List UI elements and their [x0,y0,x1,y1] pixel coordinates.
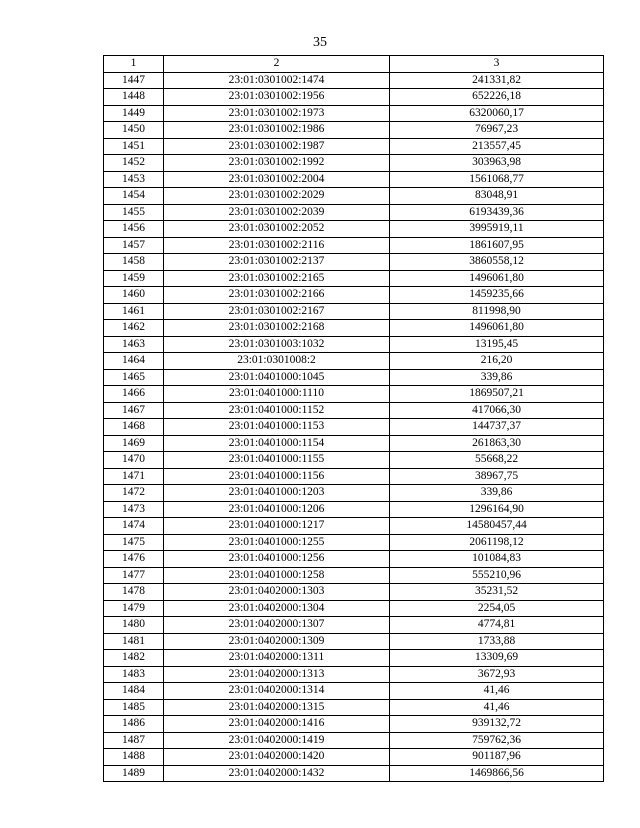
table-row [104,171,604,188]
cadastral-number: 23:01:0301002:2167 [164,303,390,320]
table-row [104,402,604,419]
table-row [104,699,604,716]
cadastral-number: 23:01:0402000:1416 [164,716,390,733]
table-row [104,105,604,122]
cadastral-number: 23:01:0301002:2166 [164,287,390,304]
row-number: 1474 [104,518,164,535]
cadastral-number: 23:01:0301002:2168 [164,320,390,337]
cadastral-value: 3860558,12 [390,254,604,271]
cadastral-value: 35231,52 [390,584,604,601]
row-number: 1477 [104,567,164,584]
cadastral-number: 23:01:0401000:1206 [164,501,390,518]
cadastral-value: 1869507,21 [390,386,604,403]
row-number: 1466 [104,386,164,403]
row-number: 1450 [104,122,164,139]
row-number: 1460 [104,287,164,304]
row-number: 1486 [104,716,164,733]
cadastral-value: 241331,82 [390,72,604,89]
cadastral-number: 23:01:0401000:1217 [164,518,390,535]
table-row [104,155,604,172]
cadastral-value: 144737,37 [390,419,604,436]
cadastral-value-table [103,55,604,782]
cadastral-number: 23:01:0401000:1156 [164,468,390,485]
row-number: 1459 [104,270,164,287]
table-row [104,435,604,452]
cadastral-value: 41,46 [390,683,604,700]
table-row [104,551,604,568]
header-row [104,56,604,73]
table-body [104,72,604,782]
cadastral-value: 13195,45 [390,336,604,353]
header-col-2: 2 [164,56,390,73]
table-row [104,732,604,749]
row-number: 1483 [104,666,164,683]
cadastral-value: 1469866,56 [390,765,604,782]
cadastral-number: 23:01:0402000:1315 [164,699,390,716]
row-number: 1478 [104,584,164,601]
cadastral-number: 23:01:0402000:1419 [164,732,390,749]
cadastral-value: 2254,05 [390,600,604,617]
row-number: 1488 [104,749,164,766]
table-row [104,254,604,271]
table-row [104,765,604,782]
table-row [104,221,604,238]
row-number: 1453 [104,171,164,188]
cadastral-number: 23:01:0401000:1045 [164,369,390,386]
table-row [104,534,604,551]
row-number: 1485 [104,699,164,716]
table-row [104,617,604,634]
cadastral-number: 23:01:0301002:2004 [164,171,390,188]
cadastral-value: 811998,90 [390,303,604,320]
table-row [104,204,604,221]
table-row [104,452,604,469]
table-row [104,122,604,139]
row-number: 1451 [104,138,164,155]
cadastral-value: 652226,18 [390,89,604,106]
table-row [104,89,604,106]
cadastral-value: 101084,83 [390,551,604,568]
table-row [104,353,604,370]
cadastral-value: 1459235,66 [390,287,604,304]
table-header [104,56,604,73]
row-number: 1461 [104,303,164,320]
table-row [104,716,604,733]
cadastral-number: 23:01:0401000:1110 [164,386,390,403]
cadastral-value: 76967,23 [390,122,604,139]
cadastral-number: 23:01:0301008:2 [164,353,390,370]
table-row [104,567,604,584]
row-number: 1457 [104,237,164,254]
cadastral-value: 6193439,36 [390,204,604,221]
row-number: 1475 [104,534,164,551]
cadastral-value: 41,46 [390,699,604,716]
cadastral-value: 939132,72 [390,716,604,733]
cadastral-number: 23:01:0401000:1154 [164,435,390,452]
row-number: 1462 [104,320,164,337]
row-number: 1487 [104,732,164,749]
row-number: 1456 [104,221,164,238]
cadastral-value: 4774,81 [390,617,604,634]
row-number: 1472 [104,485,164,502]
cadastral-value: 1496061,80 [390,270,604,287]
header-col-3: 3 [390,56,604,73]
row-number: 1484 [104,683,164,700]
cadastral-number: 23:01:0301002:1973 [164,105,390,122]
table-row [104,600,604,617]
table-row [104,633,604,650]
row-number: 1471 [104,468,164,485]
cadastral-number: 23:01:0402000:1314 [164,683,390,700]
table-row [104,584,604,601]
cadastral-value: 303963,98 [390,155,604,172]
cadastral-value: 83048,91 [390,188,604,205]
cadastral-number: 23:01:0301002:2039 [164,204,390,221]
table-row [104,303,604,320]
cadastral-number: 23:01:0301002:2165 [164,270,390,287]
cadastral-number: 23:01:0301002:1956 [164,89,390,106]
cadastral-number: 23:01:0401000:1258 [164,567,390,584]
table-row [104,320,604,337]
table-row [104,683,604,700]
cadastral-value: 13309,69 [390,650,604,667]
cadastral-number: 23:01:0401000:1153 [164,419,390,436]
table-row [104,237,604,254]
cadastral-value: 339,86 [390,369,604,386]
cadastral-value: 3995919,11 [390,221,604,238]
row-number: 1470 [104,452,164,469]
cadastral-number: 23:01:0301002:1987 [164,138,390,155]
cadastral-value: 38967,75 [390,468,604,485]
table-row [104,419,604,436]
row-number: 1454 [104,188,164,205]
header-col-1: 1 [104,56,164,73]
table-row [104,188,604,205]
cadastral-number: 23:01:0401000:1203 [164,485,390,502]
table-row [104,749,604,766]
cadastral-number: 23:01:0301002:2137 [164,254,390,271]
cadastral-number: 23:01:0402000:1309 [164,633,390,650]
table-row [104,485,604,502]
row-number: 1465 [104,369,164,386]
cadastral-number: 23:01:0402000:1313 [164,666,390,683]
cadastral-value: 1561068,77 [390,171,604,188]
cadastral-value: 2061198,12 [390,534,604,551]
row-number: 1481 [104,633,164,650]
cadastral-number: 23:01:0402000:1420 [164,749,390,766]
cadastral-value: 417066,30 [390,402,604,419]
page-number: 35 [313,35,327,50]
row-number: 1482 [104,650,164,667]
cadastral-value: 6320060,17 [390,105,604,122]
table-row [104,468,604,485]
cadastral-number: 23:01:0402000:1303 [164,584,390,601]
cadastral-number: 23:01:0301002:1992 [164,155,390,172]
cadastral-value: 3672,93 [390,666,604,683]
cadastral-number: 23:01:0401000:1256 [164,551,390,568]
row-number: 1463 [104,336,164,353]
row-number: 1479 [104,600,164,617]
cadastral-number: 23:01:0301002:2029 [164,188,390,205]
cadastral-value: 1296164,90 [390,501,604,518]
cadastral-value: 901187,96 [390,749,604,766]
cadastral-number: 23:01:0301002:2052 [164,221,390,238]
row-number: 1449 [104,105,164,122]
table-row [104,518,604,535]
cadastral-value: 1496061,80 [390,320,604,337]
cadastral-number: 23:01:0402000:1307 [164,617,390,634]
table-row [104,386,604,403]
cadastral-number: 23:01:0301002:1986 [164,122,390,139]
row-number: 1464 [104,353,164,370]
cadastral-value: 261863,30 [390,435,604,452]
row-number: 1468 [104,419,164,436]
row-number: 1480 [104,617,164,634]
row-number: 1458 [104,254,164,271]
row-number: 1452 [104,155,164,172]
cadastral-number: 23:01:0301002:2116 [164,237,390,254]
table-row [104,138,604,155]
table-row [104,650,604,667]
cadastral-value: 14580457,44 [390,518,604,535]
cadastral-value: 339,86 [390,485,604,502]
table-row [104,270,604,287]
cadastral-number: 23:01:0301003:1032 [164,336,390,353]
cadastral-number: 23:01:0402000:1311 [164,650,390,667]
cadastral-number: 23:01:0401000:1255 [164,534,390,551]
cadastral-number: 23:01:0301002:1474 [164,72,390,89]
row-number: 1489 [104,765,164,782]
cadastral-value: 55668,22 [390,452,604,469]
cadastral-value: 1733,88 [390,633,604,650]
row-number: 1469 [104,435,164,452]
table-row [104,336,604,353]
row-number: 1473 [104,501,164,518]
row-number: 1447 [104,72,164,89]
row-number: 1467 [104,402,164,419]
table-row [104,72,604,89]
row-number: 1448 [104,89,164,106]
cadastral-value: 213557,45 [390,138,604,155]
table-row [104,501,604,518]
row-number: 1455 [104,204,164,221]
table-row [104,666,604,683]
row-number: 1476 [104,551,164,568]
cadastral-number: 23:01:0402000:1304 [164,600,390,617]
cadastral-value: 1861607,95 [390,237,604,254]
table-row [104,287,604,304]
cadastral-number: 23:01:0402000:1432 [164,765,390,782]
cadastral-value: 555210,96 [390,567,604,584]
cadastral-number: 23:01:0401000:1155 [164,452,390,469]
cadastral-value: 759762,36 [390,732,604,749]
cadastral-value: 216,20 [390,353,604,370]
cadastral-number: 23:01:0401000:1152 [164,402,390,419]
table-row [104,369,604,386]
